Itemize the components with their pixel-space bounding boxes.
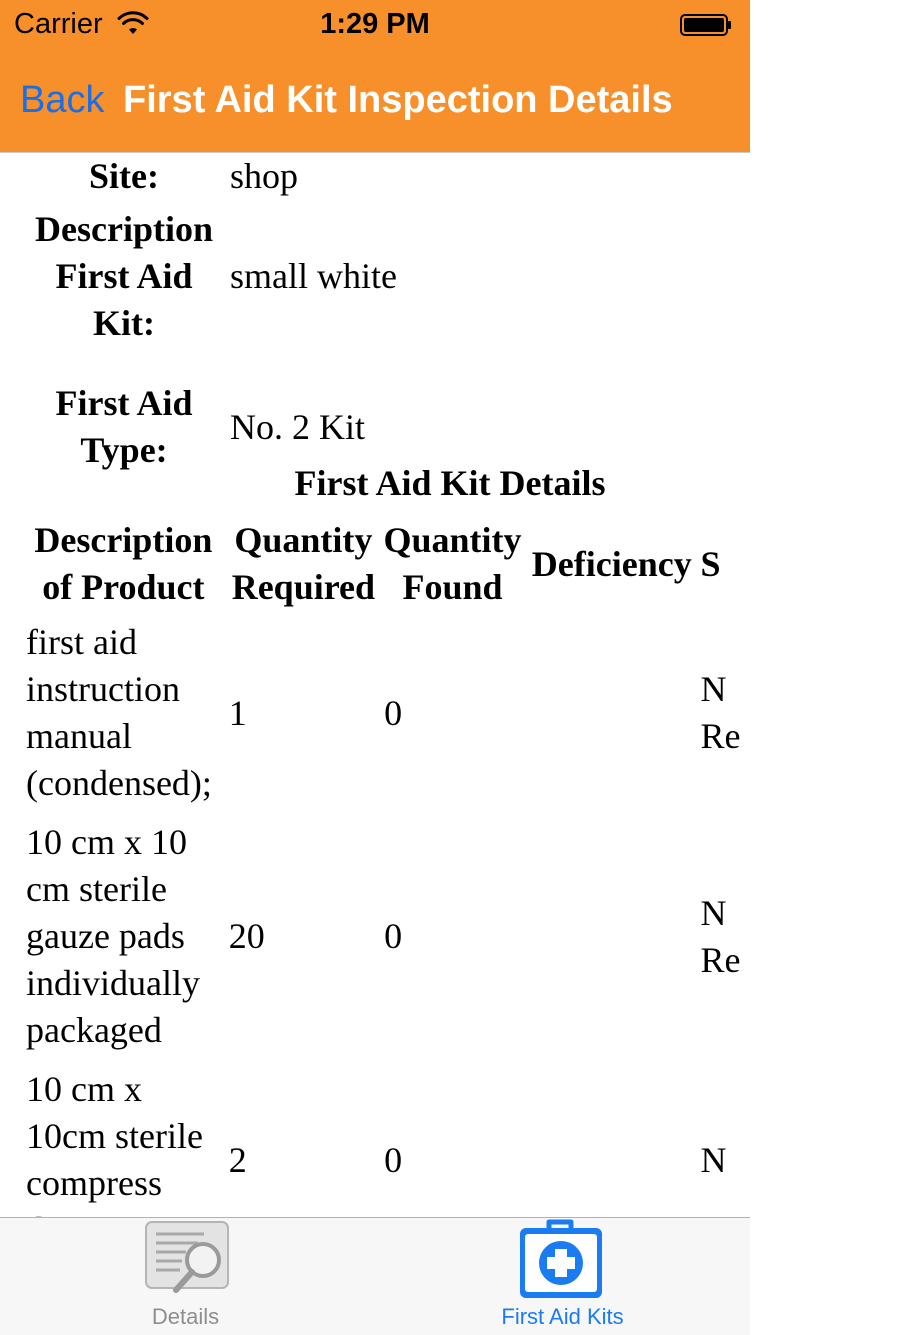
back-button[interactable]: Back bbox=[20, 79, 105, 121]
carrier-label: Carrier bbox=[14, 8, 103, 40]
column-header-deficiency: Deficiency bbox=[531, 543, 692, 584]
column-header-quantity-found bbox=[378, 515, 527, 613]
row-quantity-found: 0 bbox=[384, 692, 403, 733]
row-description: 10 cm x 10 cm sterile gauze pads individually packaged bbox=[26, 822, 200, 1050]
type-label: First Aid Type: bbox=[55, 383, 193, 470]
table-row bbox=[26, 613, 750, 813]
row-description: 10 cm x 10cm sterile compress bbox=[26, 1069, 203, 1203]
row-quantity-required: 1 bbox=[228, 692, 247, 733]
table-header-row bbox=[26, 515, 750, 613]
row-deficiency bbox=[527, 813, 696, 1060]
row-status: N Re bbox=[700, 892, 741, 980]
description-row bbox=[26, 200, 630, 352]
column-header-quantity-found-text: Quantity Found bbox=[383, 520, 522, 607]
row-deficiency bbox=[527, 613, 696, 813]
site-value: shop bbox=[230, 156, 299, 196]
inspection-details-content[interactable] bbox=[0, 153, 750, 1217]
description-value: small white bbox=[230, 255, 397, 296]
column-header-description-text: Description of Product bbox=[34, 520, 213, 607]
column-header-description bbox=[26, 515, 221, 613]
first-aid-kit-icon bbox=[516, 1220, 606, 1300]
tab-first-aid-kits[interactable] bbox=[375, 1218, 750, 1335]
row-quantity-found: 0 bbox=[384, 916, 403, 956]
row-quantity-found: 0 bbox=[384, 1139, 403, 1180]
battery-icon bbox=[680, 14, 732, 36]
tab-first-aid-kits-label: First Aid Kits bbox=[501, 1304, 624, 1329]
row-quantity-required: 2 bbox=[228, 1139, 247, 1180]
row-description: first aid instruction manual (condensed); bbox=[26, 622, 212, 803]
kit-details-table bbox=[26, 515, 750, 1260]
table-row bbox=[26, 813, 750, 1060]
column-header-quantity-required bbox=[221, 515, 378, 613]
site-label: Site: bbox=[89, 156, 159, 196]
description-label: Description First Aid Kit: bbox=[35, 208, 213, 343]
type-value: No. 2 Kit bbox=[230, 406, 365, 447]
row-quantity-required: 20 bbox=[228, 916, 265, 956]
page-title: First Aid Kit Inspection Details bbox=[123, 79, 673, 121]
row-status: N bbox=[700, 1139, 727, 1180]
clock: 1:29 PM bbox=[320, 8, 430, 40]
column-header-quantity-required-text: Quantity Required bbox=[231, 520, 376, 607]
row-status: N Re bbox=[700, 669, 741, 756]
tab-details[interactable] bbox=[0, 1218, 375, 1335]
navigation-bar bbox=[0, 52, 750, 152]
column-header-status: S bbox=[700, 543, 721, 584]
header bbox=[0, 0, 750, 153]
tab-bar bbox=[0, 1217, 750, 1335]
site-row bbox=[26, 153, 630, 200]
tab-details-label: Details bbox=[151, 1304, 220, 1329]
kit-info-table bbox=[26, 153, 630, 502]
magnifier-document-icon bbox=[142, 1220, 232, 1300]
status-bar bbox=[0, 0, 750, 52]
kit-details-heading: First Aid Kit Details bbox=[294, 463, 606, 503]
